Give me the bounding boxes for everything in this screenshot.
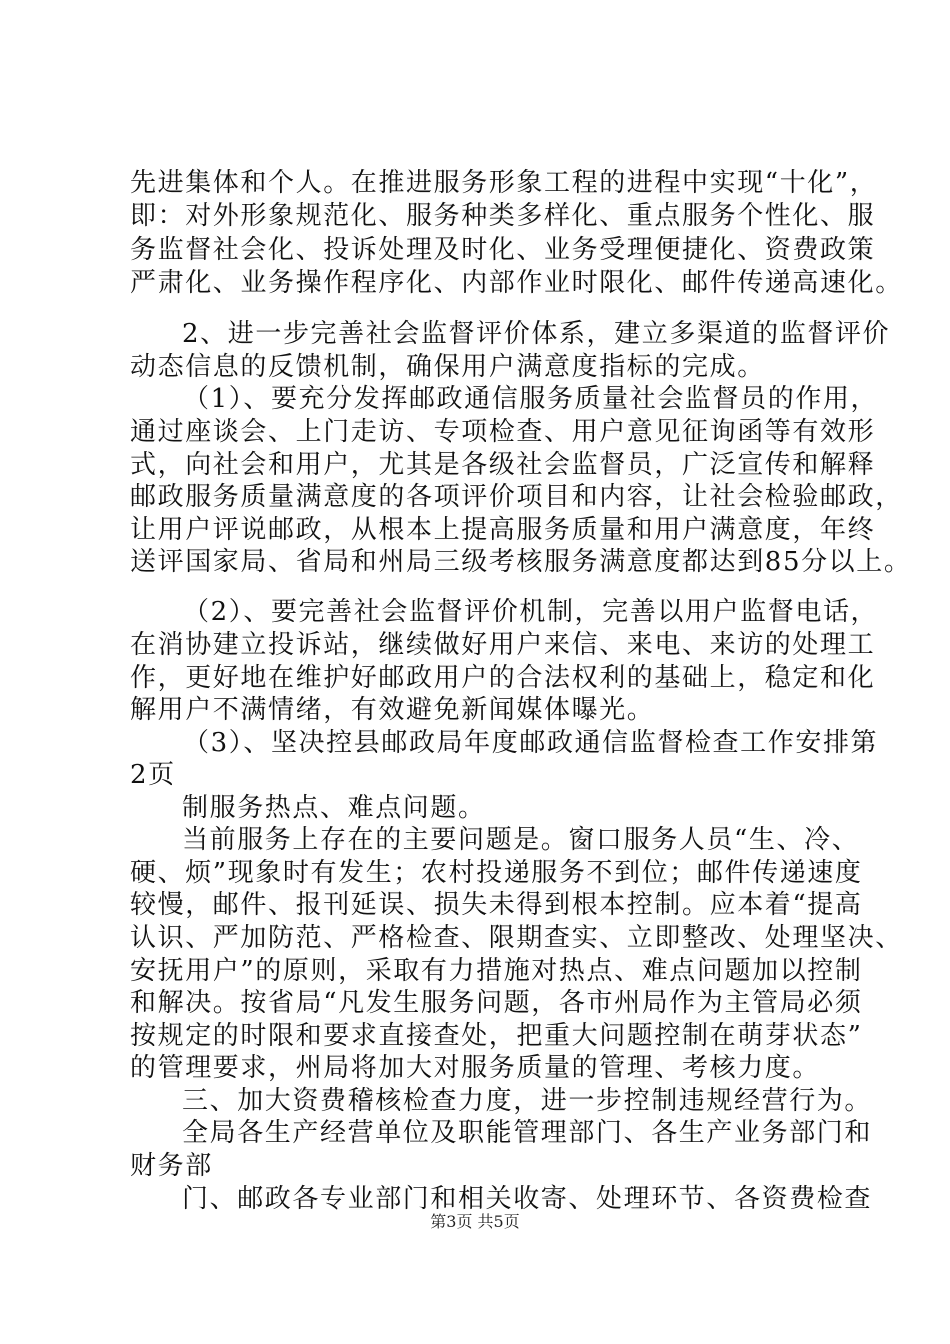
text-line: 解用户不满情绪，有效避免新闻媒体曝光。 (130, 695, 655, 725)
text-line: 认识、严加防范、严格检查、限期查实、立即整改、处理坚决、 (130, 923, 903, 953)
text-line: 制服务热点、难点问题。 (182, 793, 486, 823)
text-line: 的管理要求，州局将加大对服务质量的管理、考核力度。 (130, 1053, 821, 1083)
text-line: 作，更好地在维护好邮政用户的合法权利的基础上，稳定和化 (130, 663, 876, 693)
text-line: 让用户评说邮政，从根本上提高服务质量和用户满意度，年终 (130, 515, 876, 545)
text-line: 先进集体和个人。在推进服务形象工程的进程中实现“十化”， (130, 168, 878, 198)
text-line: （1）、要充分发挥邮政通信服务质量社会监督员的作用， (183, 384, 879, 414)
text-line: 和解决。按省局“凡发生服务问题，各市州局作为主管局必须 (130, 988, 863, 1018)
text-line: 通过座谈会、上门走访、专项检查、用户意见征询函等有效形 (130, 417, 876, 447)
text-line: 式，向社会和用户，尤其是各级社会监督员，广泛宣传和解释 (130, 450, 876, 480)
text-line: （2）、要完善社会监督评价机制，完善以用户监督电话， (183, 597, 879, 627)
text-line: 硬、烦”现象时有发生；农村投递服务不到位；邮件传递速度 (130, 858, 863, 888)
text-line: （3）、坚决控县邮政局年度邮政通信监督检查工作安排第 (183, 728, 879, 758)
text-line: 邮政服务质量满意度的各项评价项目和内容，让社会检验邮政， (130, 482, 903, 512)
text-line: 严肃化、业务操作程序化、内部作业时限化、邮件传递高速化。 (130, 268, 903, 298)
text-line: 在消协建立投诉站，继续做好用户来信、来电、来访的处理工 (130, 630, 876, 660)
text-line: 2、进一步完善社会监督评价体系，建立多渠道的监督评价 (182, 319, 891, 349)
text-line: 较慢，邮件、报刊延误、损失未得到根本控制。应本着“提高 (130, 890, 863, 920)
page-marker: 2页 (130, 760, 176, 790)
text-line: 全局各生产经营单位及职能管理部门、各生产业务部门和 (182, 1118, 873, 1148)
text-line: 送评国家局、省局和州局三级考核服务满意度都达到85分以上。 (130, 547, 912, 577)
text-line: 动态信息的反馈机制，确保用户满意度指标的完成。 (130, 352, 765, 382)
text-line: 当前服务上存在的主要问题是。窗口服务人员“生、冷、 (182, 825, 860, 855)
text-line: 门、邮政各专业部门和相关收寄、处理环节、各资费检查 (182, 1184, 873, 1214)
text-line: 即：对外形象规范化、服务种类多样化、重点服务个性化、服 (130, 201, 876, 231)
text-line: 安抚用户”的原则，采取有力措施对热点、难点问题加以控制 (130, 956, 863, 986)
text-line: 按规定的时限和要求直接查处，把重大问题控制在萌芽状态” (130, 1021, 863, 1051)
page-footer: 第3页 共5页 (430, 1212, 520, 1231)
section-heading: 三、加大资费稽核检查力度，进一步控制违规经营行为。 (182, 1086, 873, 1116)
text-line: 财务部 (130, 1151, 213, 1181)
text-line: 务监督社会化、投诉处理及时化、业务受理便捷化、资费政策 (130, 235, 876, 265)
